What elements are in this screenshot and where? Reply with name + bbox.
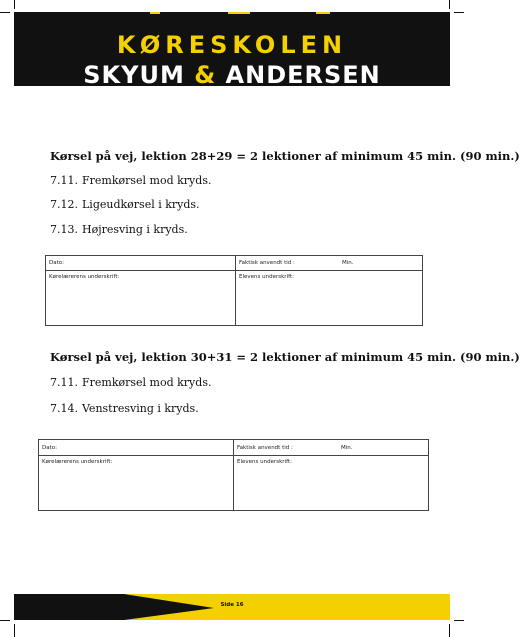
lesson-item (50, 174, 211, 187)
instructor-signature-label: Kørelærerens underskrift: (42, 459, 113, 465)
lesson-item (50, 223, 188, 236)
lesson-item-text: Ligeudkørsel i kryds. (82, 198, 200, 211)
minutes-unit-label: Min. (341, 445, 353, 451)
date-field-label: Dato: (49, 260, 64, 266)
crop-mark (14, 0, 15, 9)
crop-mark (454, 620, 464, 621)
lesson-item (50, 402, 199, 415)
student-signature-label: Elevens underskrift: (239, 274, 294, 280)
lesson-item-number: 7.13. (50, 223, 78, 236)
minutes-unit-label: Min. (342, 260, 354, 266)
lesson-item (50, 376, 211, 389)
instructor-signature-label: Kørelærerens underskrift: (49, 274, 120, 280)
lesson-item-text: Fremkørsel mod kryds. (82, 376, 212, 389)
brand-ampersand: & (194, 61, 217, 89)
signature-form (38, 439, 429, 511)
lesson-item-number: 7.11. (50, 174, 78, 187)
time-used-field-label: Faktisk anvendt tid : (239, 260, 295, 266)
crop-mark (449, 0, 450, 9)
form-column-divider (235, 256, 236, 325)
brand-accent-stripe (316, 12, 330, 14)
lesson-item-number: 7.11. (50, 376, 78, 389)
brand-header (14, 12, 450, 89)
lesson-item (50, 198, 200, 211)
lesson-item-text: Venstresving i kryds. (82, 402, 199, 415)
section-heading: Kørsel på vej, lektion 30+31 = 2 lektioner af minimum 45 min. (90 min.) (50, 350, 520, 364)
crop-mark (449, 624, 450, 637)
crop-mark (0, 620, 10, 621)
footer-bar (14, 594, 450, 620)
brand-name-line1: KØRESKOLEN (116, 31, 348, 59)
date-field-label: Dato: (42, 445, 57, 451)
lesson-item-text: Højresving i kryds. (82, 223, 188, 236)
form-row-divider (46, 270, 422, 271)
brand-name-andersen: ANDERSEN (225, 61, 381, 89)
brand-name-line2 (14, 63, 450, 87)
crop-mark (0, 12, 10, 13)
time-used-field-label: Faktisk anvendt tid : (237, 445, 293, 451)
page-number: Side 16 (220, 602, 244, 608)
lesson-item-number: 7.12. (50, 198, 78, 211)
form-column-divider (233, 440, 234, 510)
lesson-item-number: 7.14. (50, 402, 78, 415)
crop-mark (14, 624, 15, 637)
brand-accent-stripe (150, 12, 160, 14)
crop-mark (454, 12, 464, 13)
student-signature-label: Elevens underskrift: (237, 459, 292, 465)
brand-accent-stripe (228, 12, 250, 14)
brand-name-skyum: SKYUM (83, 61, 185, 89)
section-heading: Kørsel på vej, lektion 28+29 = 2 lektioner af minimum 45 min. (90 min.) (50, 149, 520, 163)
lesson-item-text: Fremkørsel mod kryds. (82, 174, 212, 187)
signature-form (45, 255, 423, 326)
